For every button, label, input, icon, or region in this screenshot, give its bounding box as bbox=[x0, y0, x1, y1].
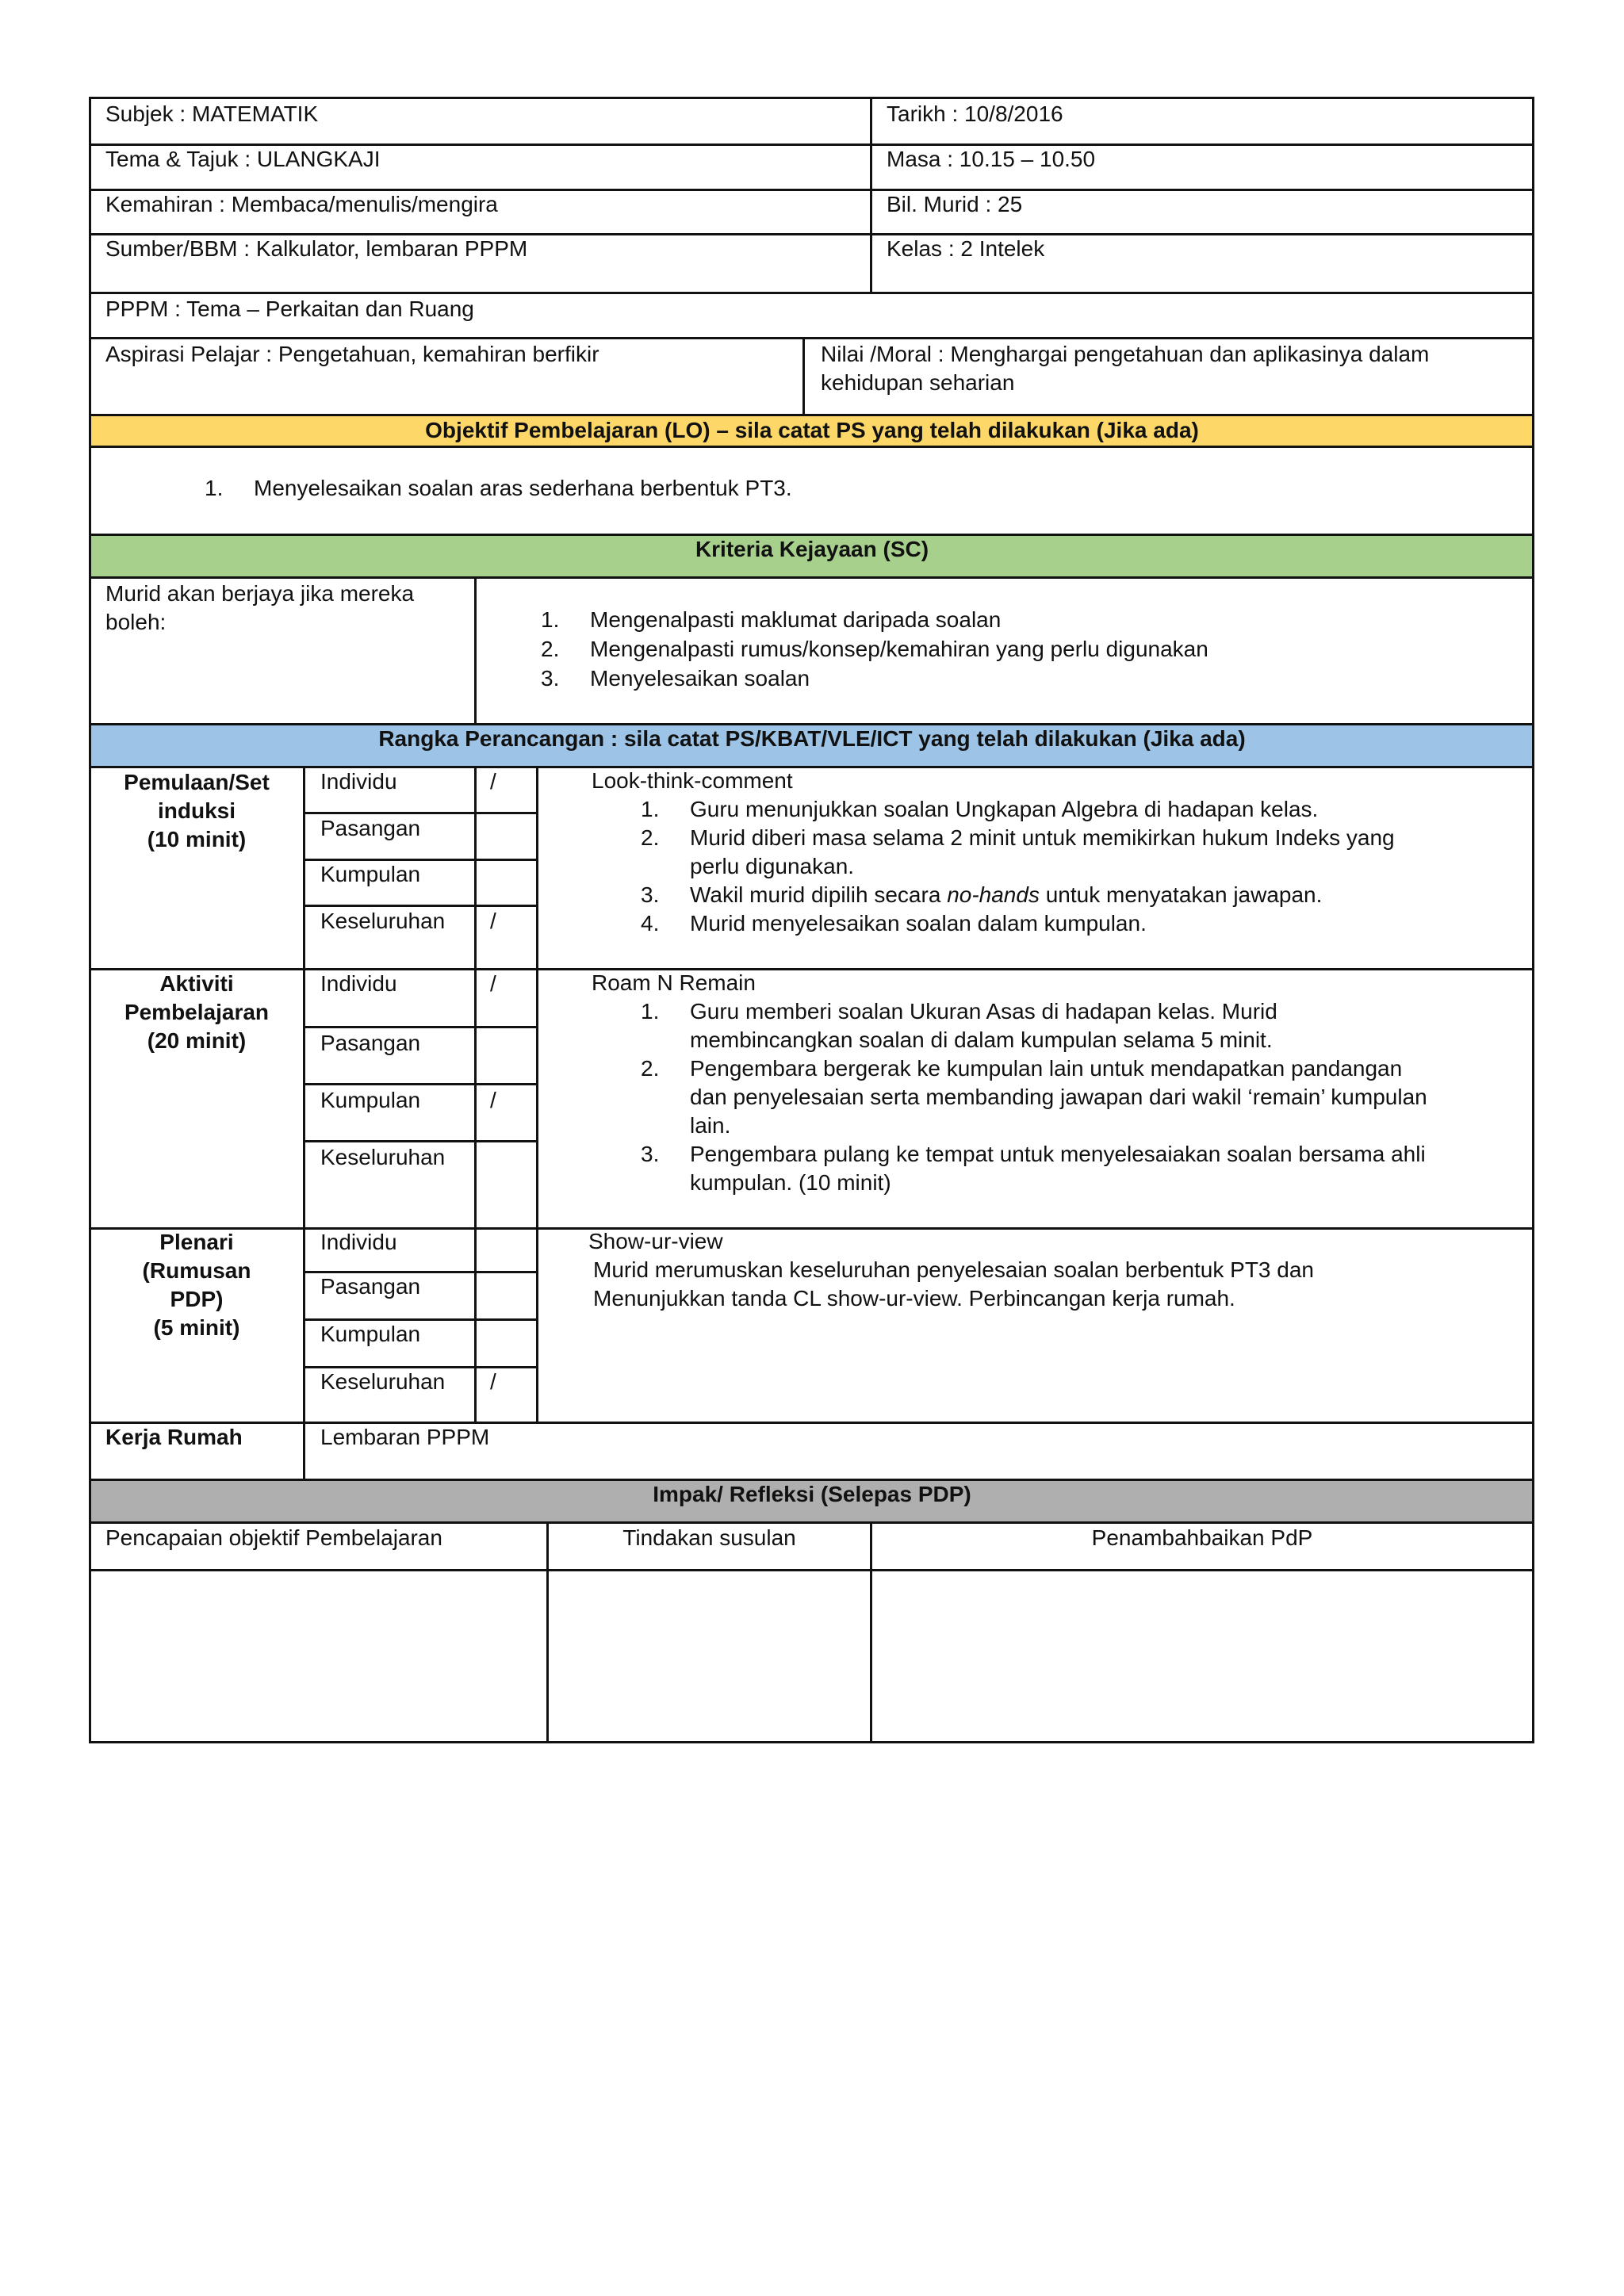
list-item bbox=[641, 1140, 1521, 1197]
kriteria-intro-line2: boleh: bbox=[105, 610, 167, 634]
aktiviti-list bbox=[641, 997, 1521, 1197]
list-item bbox=[641, 881, 1521, 909]
group-pasangan: Pasangan bbox=[320, 1031, 421, 1055]
pemulaan-list bbox=[641, 795, 1521, 938]
list-item bbox=[641, 909, 1521, 938]
list-number: 1. bbox=[641, 797, 660, 821]
plenari-label-4: (5 minit) bbox=[153, 1315, 240, 1340]
group-pasangan: Pasangan bbox=[320, 1274, 421, 1299]
list-text: Menyelesaikan soalan bbox=[590, 666, 810, 691]
list-item bbox=[641, 795, 1521, 824]
plenari-text-line1: Murid merumuskan keseluruhan penyelesaian soalan berbentuk PT3 dan bbox=[593, 1257, 1314, 1282]
aktiviti-label-2: Pembelajaran bbox=[124, 1000, 270, 1024]
list-text: lain. bbox=[690, 1113, 731, 1138]
nilai-cell-line2: kehidupan seharian bbox=[821, 370, 1015, 395]
kerja-rumah-value: Lembaran PPPM bbox=[320, 1425, 490, 1449]
mark-individu: / bbox=[490, 971, 496, 996]
list-text-part: Wakil murid dipilih secara bbox=[690, 882, 948, 907]
list-item bbox=[541, 664, 1524, 694]
list-item bbox=[541, 635, 1524, 664]
aktiviti-label-1: Aktiviti bbox=[159, 971, 234, 996]
list-text: Mengenalpasti maklumat daripada soalan bbox=[590, 607, 1002, 632]
list-number: 3. bbox=[641, 1142, 660, 1166]
group-kumpulan: Kumpulan bbox=[320, 1322, 421, 1346]
list-number: 1. bbox=[641, 999, 660, 1024]
pemulaan-title: Look-think-comment bbox=[592, 768, 793, 793]
plenari-text-line2: Menunjukkan tanda CL show-ur-view. Perbincangan kerja rumah. bbox=[593, 1286, 1235, 1311]
list-number: 1. bbox=[541, 607, 560, 632]
mark-kumpulan: / bbox=[490, 1088, 496, 1112]
list-text: Guru menunjukkan soalan Ungkapan Algebra di hadapan kelas. bbox=[690, 797, 1319, 821]
kriteria-heading: Kriteria Kejayaan (SC) bbox=[695, 537, 929, 561]
sumber-cell: Sumber/BBM : Kalkulator, lembaran PPPM bbox=[105, 236, 528, 261]
list-number: 4. bbox=[641, 911, 660, 936]
kriteria-list bbox=[541, 606, 1524, 694]
bil-murid-cell: Bil. Murid : 25 bbox=[887, 192, 1023, 216]
list-text: Mengenalpasti rumus/konsep/kemahiran yang perlu digunakan bbox=[590, 637, 1208, 661]
list-text: Menyelesaikan soalan aras sederhana berbentuk PT3. bbox=[254, 476, 792, 500]
mark-keseluruhan: / bbox=[490, 1369, 496, 1394]
list-text-emphasis: no-hands bbox=[947, 882, 1040, 907]
list-text: dan penyelesaian serta membanding jawapan dari wakil ‘remain’ kumpulan bbox=[690, 1085, 1427, 1109]
subjek-cell: Subjek : MATEMATIK bbox=[105, 101, 319, 126]
impak-heading: Impak/ Refleksi (Selepas PDP) bbox=[653, 1482, 971, 1506]
list-text-part: untuk menyatakan jawapan. bbox=[1039, 882, 1323, 907]
masa-cell: Masa : 10.15 – 10.50 bbox=[887, 147, 1096, 171]
plenari-title: Show-ur-view bbox=[588, 1229, 723, 1253]
impak-col-penambahbaikan: Penambahbaikan PdP bbox=[1091, 1525, 1313, 1550]
pemulaan-label-1: Pemulaan/Set bbox=[124, 770, 270, 794]
kriteria-intro-line1: Murid akan berjaya jika mereka bbox=[105, 581, 415, 606]
kemahiran-cell: Kemahiran : Membaca/menulis/mengira bbox=[105, 192, 498, 216]
list-text: Pengembara bergerak ke kumpulan lain untuk mendapatkan pandangan bbox=[690, 1056, 1403, 1081]
tarikh-cell: Tarikh : 10/8/2016 bbox=[887, 101, 1063, 126]
list-number: 3. bbox=[541, 666, 560, 691]
list-number: 2. bbox=[541, 637, 560, 661]
kelas-cell: Kelas : 2 Intelek bbox=[887, 236, 1045, 261]
impak-col-tindakan: Tindakan susulan bbox=[622, 1525, 796, 1550]
aktiviti-label-3: (20 minit) bbox=[147, 1028, 247, 1053]
group-individu: Individu bbox=[320, 769, 397, 794]
group-keseluruhan: Keseluruhan bbox=[320, 1145, 446, 1169]
aspirasi-cell: Aspirasi Pelajar : Pengetahuan, kemahiran berfikir bbox=[105, 342, 599, 366]
group-individu: Individu bbox=[320, 1230, 397, 1254]
list-item bbox=[641, 997, 1521, 1054]
group-individu: Individu bbox=[320, 971, 397, 996]
list-text: Murid menyelesaikan soalan dalam kumpulan. bbox=[690, 911, 1147, 936]
list-number: 2. bbox=[641, 1056, 660, 1081]
group-kumpulan: Kumpulan bbox=[320, 1088, 421, 1112]
group-keseluruhan: Keseluruhan bbox=[320, 1369, 446, 1394]
impak-col-pencapaian: Pencapaian objektif Pembelajaran bbox=[105, 1525, 442, 1550]
list-number: 3. bbox=[641, 882, 660, 907]
mark-individu: / bbox=[490, 769, 496, 794]
objektif-heading: Objektif Pembelajaran (LO) – sila catat PS yang telah dilakukan (Jika ada) bbox=[425, 418, 1199, 442]
plenari-label-2: (Rumusan bbox=[142, 1258, 251, 1283]
nilai-cell-line1: Nilai /Moral : Menghargai pengetahuan dan aplikasinya dalam bbox=[821, 342, 1430, 366]
list-item bbox=[541, 606, 1524, 635]
list-text: kumpulan. (10 minit) bbox=[690, 1170, 891, 1195]
list-number: 1. bbox=[205, 476, 224, 500]
pemulaan-label-3: (10 minit) bbox=[147, 827, 247, 851]
tema-cell: Tema & Tajuk : ULANGKAJI bbox=[105, 147, 381, 171]
group-kumpulan: Kumpulan bbox=[320, 862, 421, 886]
list-text: perlu digunakan. bbox=[690, 854, 855, 878]
list-text: Pengembara pulang ke tempat untuk menyelesaiakan soalan bersama ahli bbox=[690, 1142, 1426, 1166]
kerja-rumah-label: Kerja Rumah bbox=[105, 1425, 243, 1449]
group-pasangan: Pasangan bbox=[320, 816, 421, 840]
pemulaan-label-2: induksi bbox=[157, 798, 236, 823]
aktiviti-title: Roam N Remain bbox=[592, 970, 756, 995]
mark-keseluruhan: / bbox=[490, 909, 496, 933]
rangka-heading: Rangka Perancangan : sila catat PS/KBAT/VLE/ICT yang telah dilakukan (Jika ada) bbox=[378, 726, 1246, 751]
list-text bbox=[690, 881, 1322, 909]
list-text: Guru memberi soalan Ukuran Asas di hadapan kelas. Murid bbox=[690, 999, 1277, 1024]
plenari-label-3: PDP) bbox=[170, 1287, 224, 1311]
list-item bbox=[641, 1054, 1521, 1140]
list-number: 2. bbox=[641, 825, 660, 850]
plenari-label-1: Plenari bbox=[159, 1230, 234, 1254]
pppm-cell: PPPM : Tema – Perkaitan dan Ruang bbox=[105, 297, 474, 321]
list-item bbox=[641, 824, 1521, 881]
group-keseluruhan: Keseluruhan bbox=[320, 909, 446, 933]
list-text: Murid diberi masa selama 2 minit untuk memikirkan hukum Indeks yang bbox=[690, 825, 1395, 850]
list-text: membincangkan soalan di dalam kumpulan selama 5 minit. bbox=[690, 1027, 1273, 1052]
